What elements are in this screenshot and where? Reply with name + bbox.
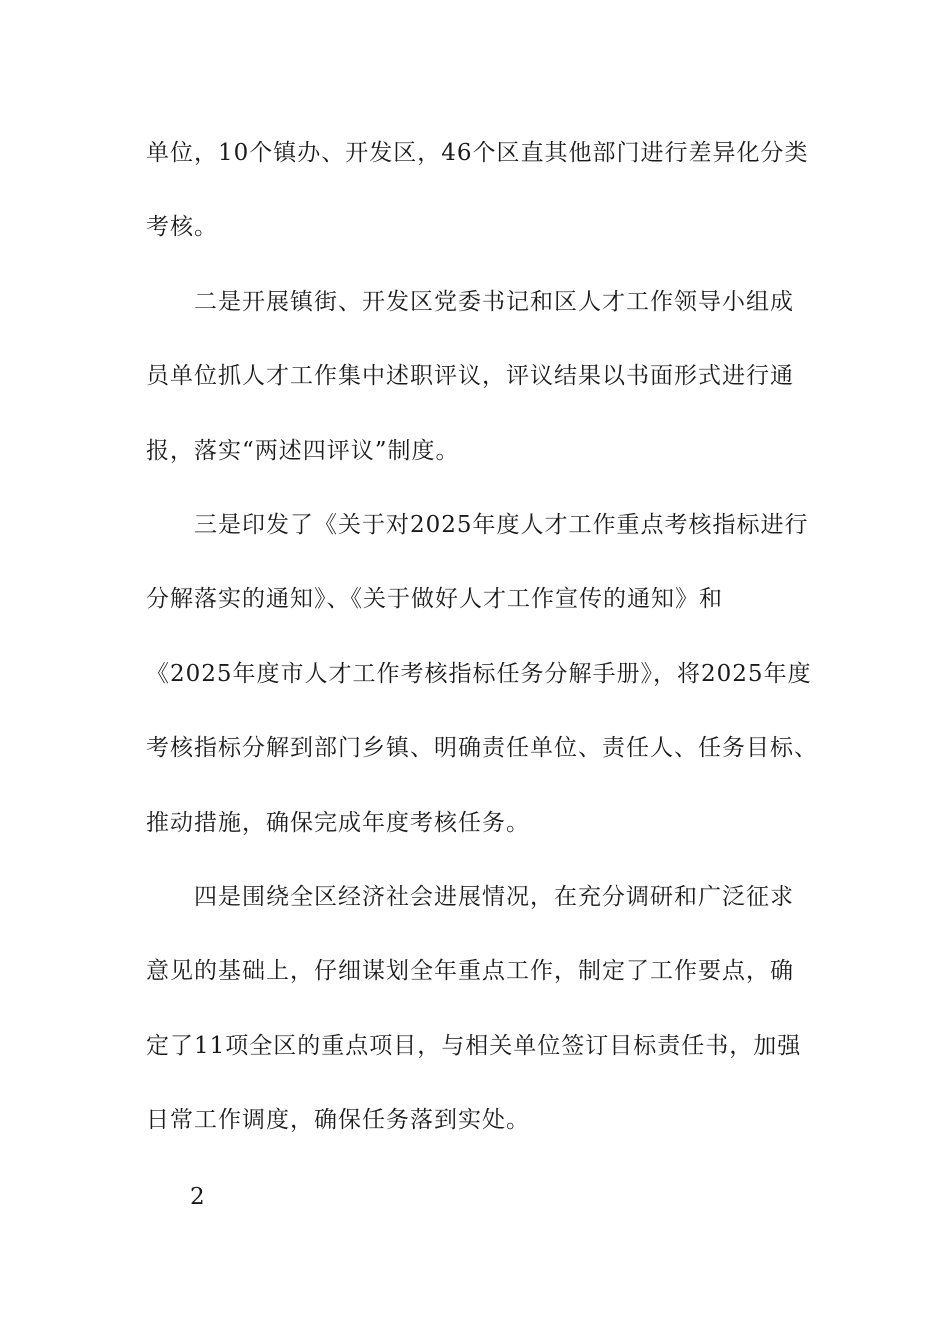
page-number: 2 <box>190 1184 205 1210</box>
text-line-9: 考核指标分解到部门乡镇、明确责任单位、责任人、任务目标、 <box>146 735 818 762</box>
text-line-3: 二是开展镇街、开发区党委书记和区人才工作领导小组成 <box>194 288 794 315</box>
text-line-2: 考核。 <box>146 214 218 241</box>
document-body <box>146 126 818 1167</box>
text-line-13: 定了11项全区的重点项目，与相关单位签订目标责任书，加强 <box>146 1032 802 1059</box>
text-line-10: 推动措施，确保完成年度考核任务。 <box>146 809 530 836</box>
text-line-7: 分解落实的通知》、《关于做好人才工作宣传的通知》和 <box>146 586 723 613</box>
text-line-14: 日常工作调度，确保任务落到实处。 <box>146 1107 530 1134</box>
text-line-1: 单位，10个镇办、开发区，46个区直其他部门进行差异化分类 <box>146 140 809 166</box>
text-line-11: 四是围绕全区经济社会进展情况，在充分调研和广泛征求 <box>194 883 794 910</box>
text-line-5: 报，落实“两述四评议”制度。 <box>146 437 460 464</box>
text-line-12: 意见的基础上，仔细谋划全年重点工作，制定了工作要点，确 <box>146 958 794 985</box>
text-line-8: 《2025年度市人才工作考核指标任务分解手册》，将2025年度 <box>146 660 812 687</box>
text-line-4: 员单位抓人才工作集中述职评议，评议结果以书面形式进行通 <box>146 363 794 390</box>
text-line-6: 三是印发了《关于对2025年度人才工作重点考核指标进行 <box>194 511 809 538</box>
